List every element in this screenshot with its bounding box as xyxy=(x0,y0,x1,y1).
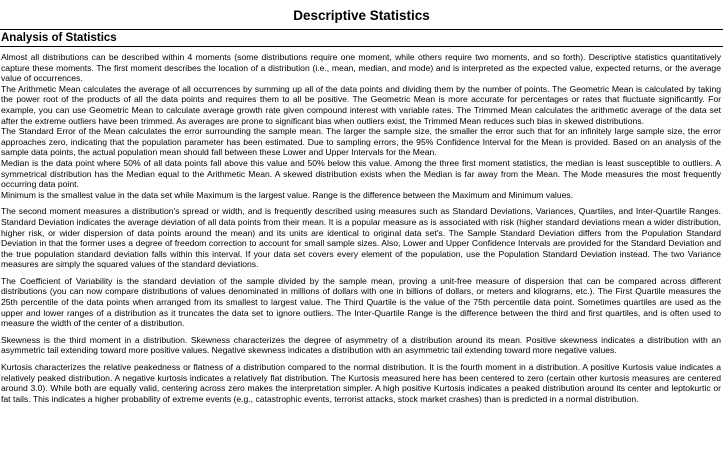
section-heading: Analysis of Statistics xyxy=(1,32,117,44)
report-title: Descriptive Statistics xyxy=(293,8,430,23)
paragraph-standard-error: The Standard Error of the Mean calculates the error surrounding the sample mean. The larger the sample size, the smaller the error such that for an infinitely large sample size, the error approaches zero, indicating that the population parameter has been estimated. Due to sampling errors, the 95% Confidence Interval for the Mean is provided. Based on an analysis of the sample data points, the actual population mean should fall between these Lower and Upper Intervals for the Mean. xyxy=(1,126,721,158)
paragraph-arithmetic-mean: The Arithmetic Mean calculates the average of all occurrences by summing up all of the data points and dividing them by the number of points. The Geometric Mean is calculated by taking the power root of the products of all the data points and requires them to all be positive. The Geometric Mean is more accurate for percentages or rates that fluctuate significantly. For example, you can use Geometric Mean to calculate average growth rate given compound interest with variable rates. The Trimmed Mean calculates the arithmetic average of the data set after the extreme outliers have been trimmed. As averages are prone to significant bias when outliers exist, the Trimmed Mean reduces such bias in skewed distributions. xyxy=(1,83,721,126)
section-header-bar xyxy=(0,29,723,47)
paragraph-second-moment: The second moment measures a distribution's spread or width, and is frequently described using measures such as Standard Deviations, Variances, Quartiles, and Inter-Quartile Ranges. Standard Deviation indicates the average deviation of all data points from their mean. It is a popular measure as is associated with risk (higher standard deviations mean a wider distribution, higher risk, or wider dispersion of data points around the mean) and its units are identical to original data set's. The Sample Standard Deviation differs from the Population Standard Deviation in that the former uses a degree of freedom correction to account for small sample sizes. Also, Lower and Upper Confidence Intervals are provided for the Standard Deviation and the true population standard deviation falls within this interval. If your data set covers every element of the population, use the Population Standard Deviation instead. The two Variance measures are simply the squared values of the standard deviations. xyxy=(1,206,721,270)
body-text xyxy=(1,52,721,404)
paragraph-median: Median is the data point where 50% of all data points fall above this value and 50% below this value. Among the three first moment statistics, the median is least susceptible to outliers. A symmetrical distribution has the Median equal to the Arithmetic Mean. A skewed distribution exists when the Median is far away from the Mean. The Mode measures the most frequently occurring data point. xyxy=(1,157,721,190)
paragraph-skewness: Skewness is the third moment in a distribution. Skewness characterizes the degree of asymmetry of a distribution around its mean. Positive skewness indicates a distribution with an asymmetric tail extending toward more positive values. Negative skewness indicates a distribution with an asymmetric tail extending toward more negative values. xyxy=(1,334,721,356)
paragraph-kurtosis: Kurtosis characterizes the relative peakedness or flatness of a distribution compared to the normal distribution. It is the fourth moment in a distribution. A positive Kurtosis value indicates a relatively peaked distribution. A negative kurtosis indicates a relatively flat distribution. The Kurtosis measured here has been centered to zero (certain other kurtosis measures are centered around 3.0). While both are equally valid, centering across zero makes the interpretation simpler. A high positive Kurtosis indicates a peaked distribution around its center and leptokurtic or fat tails. This indicates a higher probability of extreme events (e.g., catastrophic events, terrorist attacks, stock market crashes) than is predicted in a normal distribution. xyxy=(1,362,721,404)
paragraph-min-max: Minimum is the smallest value in the data set while Maximum is the largest value. Range is the difference between the Maximum and Minimum values. xyxy=(1,189,574,200)
paragraph-moments-intro: Almost all distributions can be described within 4 moments (some distributions require one moment, while others require two moments, and so forth). Descriptive statistics quantitatively capture these moments. The first moment describes the location of a distribution (i.e., mean, median, and mode) and is interpreted as the expected value, expected returns, or the average value of occurrences. xyxy=(1,52,721,84)
paragraph-coefficient-variability: The Coefficient of Variability is the standard deviation of the sample divided by the sample mean, proving a unit-free measure of dispersion that can be compared across different distributions (you can now compare distributions of values denominated in millions of dollars with one in billions of dollars, or meters and kilograms, etc.). The First Quartile measures the 25th percentile of the data points when arranged from its smallest to largest value. The Third Quartile is the value of the 75th percentile data point. Sometimes quartiles are used as the upper and lower ranges of a distribution as it truncates the data set to ignore outliers. The Inter-Quartile Range is the difference between the third and first quartiles, and is often used to measure the width of the center of a distribution. xyxy=(1,275,721,329)
